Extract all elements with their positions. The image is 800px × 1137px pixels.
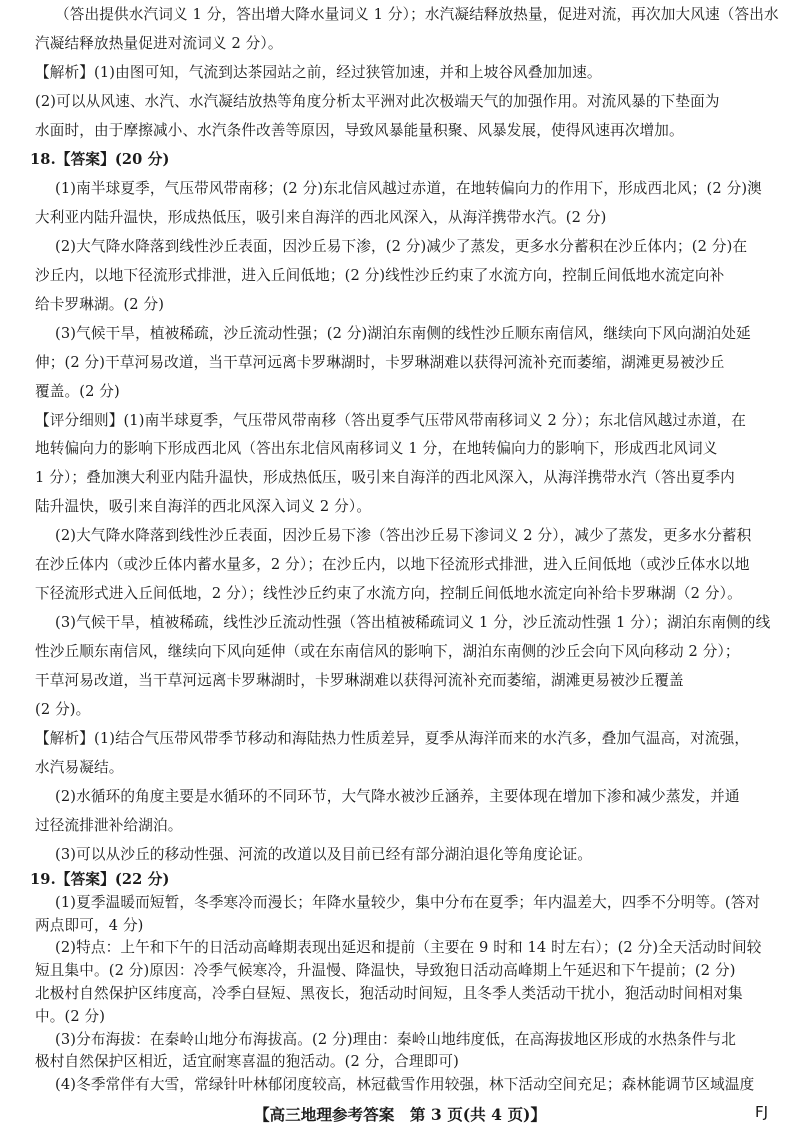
analysis-line: 【解析】(1)由图可知，气流到达茶园站之前，经过狭管加速，并和上坡谷风叠加加速。 (35, 64, 602, 81)
text-line: 伸；(2 分)干草河易改道，当干草河远离卡罗琳湖时，卡罗琳湖难以获得河流补充而萎缩，湖滩更易被沙丘 (35, 354, 725, 371)
text-line: (3)气候干旱，植被稀疏，线性沙丘流动性强（答出植被稀疏词义 1 分，沙丘流动性强 1 分）；湖泊东南侧的线 (55, 614, 771, 631)
text-line: 给卡罗琳湖。(2 分) (35, 296, 165, 313)
text-line: 短且集中。(2 分)原因：冷季气候寒冷，升温慢、降温快，导致狍日活动高峰期上午延迟和下午提前；(2 分) (35, 962, 736, 979)
text-line: 过径流排泄补给湖泊。 (35, 817, 183, 834)
text-line: (3)分布海拔：在秦岭山地分布海拔高。(2 分)理由：秦岭山地纬度低，在高海拔地区形成的水热条件与北 (55, 1031, 737, 1048)
text-line: 极村自然保护区相近，适宜耐寒喜温的狍活动。(2 分，合理即可) (35, 1053, 459, 1070)
text-line: (2)水循环的角度主要是水循环的不同环节，大气降水被沙丘涵养，主要体现在增加下渗和减少蒸发，并通 (55, 788, 740, 805)
text-line: (1)南半球夏季，气压带风带南移；(2 分)东北信风越过赤道，在地转偏向力的作用下，形成西北风；(2 分)澳 (55, 180, 762, 197)
text-line: 覆盖。(2 分) (35, 383, 120, 400)
page-footer: 【高三地理参考答案 第 3 页(共 4 页)】 (253, 1105, 547, 1124)
text-line: 性沙丘顺东南信风，继续向下风向延伸（或在东南信风的影响下，湖泊东南侧的沙丘会向下风向移动 2 分）； (35, 643, 740, 660)
footer-region-code: FJ (754, 1103, 768, 1121)
text-line: 北极村自然保护区纬度高，冷季白昼短、黑夜长，狍活动时间短，且冬季人类活动干扰小，狍活动时间相对集 (35, 985, 743, 1002)
text-line: 中。(2 分) (35, 1008, 106, 1025)
text-line: 陆升温快，吸引来自海洋的西北风深入词义 2 分）。 (35, 498, 372, 515)
text-line: 地转偏向力的影响下形成西北风（答出东北信风南移词义 1 分，在地转偏向力的影响下，形成西北风词义 (35, 440, 718, 457)
text-line: 水面时，由于摩擦减小、水汽条件改善等原因，导致风暴能量积聚、风暴发展，使得风速再次增加。 (35, 122, 684, 139)
text-line: 在沙丘体内（或沙丘体内蓄水量多，2 分）；在沙丘内，以地下径流形式排泄，进入丘间低地（或沙丘体水以地 (35, 556, 750, 573)
text-line: 两点即可，4 分) (35, 917, 144, 934)
analysis-line: 【解析】(1)结合气压带风带季节移动和海陆热力性质差异，夏季从海洋而来的水汽多，叠加气温高，对流强， (35, 730, 750, 747)
text-line: (3)可以从沙丘的移动性强、河流的改道以及目前已经有部分湖泊退化等角度论证。 (55, 846, 593, 863)
question-18-heading: 18.【答案】(20 分) (30, 151, 170, 168)
text-line: 大利亚内陆升温快，形成热低压，吸引来自海洋的西北风深入，从海洋携带水汽。(2 分) (35, 209, 607, 226)
text-line: (2)可以从风速、水汽、水汽凝结放热等角度分析太平洲对此次极端天气的加强作用。对流风暴的下垫面为 (35, 93, 720, 110)
text-line: (4)冬季常伴有大雪，常绿针叶林郁闭度较高，林冠截雪作用较强，林下活动空间充足；森林能调节区域温度 (55, 1076, 755, 1093)
text-line: (2)特点：上午和下午的日活动高峰期表现出延迟和提前（主要在 9 时和 14 时左右）；(2 分)全天活动时间较 (55, 939, 762, 956)
text-line: (2)大气降水降落到线性沙丘表面，因沙丘易下渗（答出沙丘易下渗词义 2 分），减少了蒸发，更多水分蓄积 (55, 527, 752, 544)
text-line: 水汽易凝结。 (35, 759, 124, 776)
text-line: (2 分)。 (35, 701, 91, 718)
text-line: 干草河易改道，当干草河远离卡罗琳湖时，卡罗琳湖难以获得河流补充而萎缩，湖滩更易被沙丘覆盖 (35, 672, 684, 689)
text-line: 1 分）；叠加澳大利亚内陆升温快，形成热低压，吸引来自海洋的西北风深入，从海洋携带水汽（答出夏季内 (35, 469, 735, 486)
text-line: 汽凝结释放热量促进对流词义 2 分）。 (35, 35, 283, 52)
scoring-rules-line: 【评分细则】(1)南半球夏季，气压带风带南移（答出夏季气压带风带南移词义 2 分）；东北信风越过赤道，在 (35, 412, 747, 429)
text-line: 下径流形式进入丘间低地，2 分）；线性沙丘约束了水流方向，控制丘间低地水流定向补给卡罗琳湖（2 分）。 (35, 585, 742, 602)
text-line: (1)夏季温暖而短暂，冬季寒冷而漫长；年降水量较少，集中分布在夏季；年内温差大，四季不分明等。(答对 (55, 894, 761, 911)
text-line: 沙丘内，以地下径流形式排泄，进入丘间低地；(2 分)线性沙丘约束了水流方向，控制丘间低地水流定向补 (35, 267, 725, 284)
text-line: (3)气候干旱，植被稀疏，沙丘流动性强；(2 分)湖泊东南侧的线性沙丘顺东南信风，继续向下风向湖泊处延 (55, 325, 751, 342)
text-line: （答出提供水汽词义 1 分，答出增大降水量词义 1 分）；水汽凝结释放热量，促进对流，再次加大风速（答出水 (55, 6, 779, 23)
text-line: (2)大气降水降落到线性沙丘表面，因沙丘易下渗，(2 分)减少了蒸发，更多水分蓄积在沙丘体内；(2 分)在 (55, 238, 748, 255)
question-19-heading: 19.【答案】(22 分) (30, 871, 170, 888)
